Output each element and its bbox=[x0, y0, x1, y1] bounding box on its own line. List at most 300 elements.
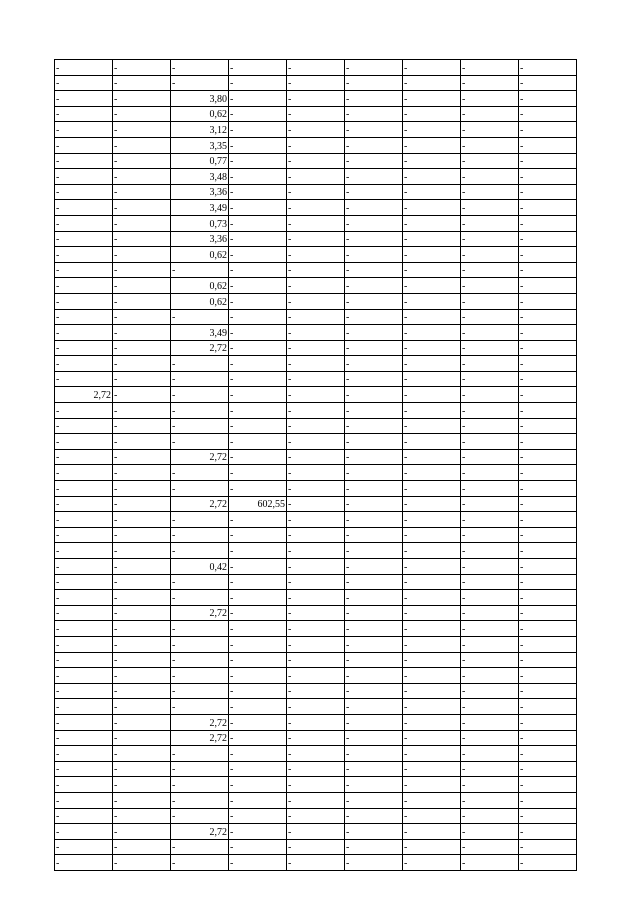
table-row bbox=[55, 137, 577, 153]
table-cell: - bbox=[287, 683, 345, 699]
table-cell: - bbox=[287, 75, 345, 91]
table-cell: - bbox=[403, 746, 461, 762]
table-cell: - bbox=[171, 683, 229, 699]
table-cell: - bbox=[461, 247, 519, 263]
table-cell: - bbox=[287, 215, 345, 231]
table-cell: - bbox=[229, 559, 287, 575]
table-row bbox=[55, 465, 577, 481]
table-cell: - bbox=[345, 434, 403, 450]
table-cell: - bbox=[55, 215, 113, 231]
table-cell: - bbox=[287, 169, 345, 185]
table-cell: - bbox=[171, 527, 229, 543]
table-cell: - bbox=[287, 527, 345, 543]
table-row bbox=[55, 496, 577, 512]
table-cell: - bbox=[345, 699, 403, 715]
table-cell: - bbox=[171, 668, 229, 684]
table-cell: - bbox=[461, 590, 519, 606]
table-cell: - bbox=[55, 543, 113, 559]
table-cell: - bbox=[403, 184, 461, 200]
table-cell: - bbox=[229, 293, 287, 309]
table-cell: - bbox=[403, 122, 461, 138]
table-cell: - bbox=[461, 605, 519, 621]
table-cell: - bbox=[287, 403, 345, 419]
table-cell: - bbox=[171, 262, 229, 278]
table-cell: - bbox=[519, 543, 577, 559]
table-cell: - bbox=[519, 714, 577, 730]
table-cell: - bbox=[403, 465, 461, 481]
table-cell: - bbox=[113, 527, 171, 543]
table-cell: - bbox=[229, 153, 287, 169]
table-cell: - bbox=[113, 839, 171, 855]
table-cell: - bbox=[55, 730, 113, 746]
table-cell: - bbox=[113, 387, 171, 403]
table-cell: - bbox=[461, 636, 519, 652]
table-cell: - bbox=[519, 169, 577, 185]
table-cell: - bbox=[113, 714, 171, 730]
table-cell: 0,62 bbox=[171, 106, 229, 122]
table-cell: - bbox=[345, 543, 403, 559]
table-cell: - bbox=[403, 91, 461, 107]
table-cell: - bbox=[403, 340, 461, 356]
table-row bbox=[55, 636, 577, 652]
table-cell: 602,55 bbox=[229, 496, 287, 512]
table-cell: - bbox=[55, 418, 113, 434]
table-cell: - bbox=[403, 777, 461, 793]
table-cell: - bbox=[345, 559, 403, 575]
table-cell: - bbox=[519, 730, 577, 746]
table-cell: 0,62 bbox=[171, 247, 229, 263]
table-row bbox=[55, 824, 577, 840]
table-cell: - bbox=[461, 325, 519, 341]
table-cell: - bbox=[403, 652, 461, 668]
table-cell: - bbox=[461, 527, 519, 543]
table-cell: - bbox=[55, 231, 113, 247]
table-row bbox=[55, 309, 577, 325]
table-cell: - bbox=[113, 262, 171, 278]
table-cell: - bbox=[403, 262, 461, 278]
table-cell: - bbox=[287, 730, 345, 746]
table-cell: - bbox=[461, 683, 519, 699]
table-row bbox=[55, 106, 577, 122]
table-cell: - bbox=[403, 824, 461, 840]
table-cell: - bbox=[345, 60, 403, 76]
table-cell: - bbox=[461, 262, 519, 278]
table-cell: - bbox=[519, 231, 577, 247]
table-cell: - bbox=[461, 699, 519, 715]
table-cell: - bbox=[345, 668, 403, 684]
table-cell: - bbox=[171, 590, 229, 606]
table-cell: - bbox=[345, 309, 403, 325]
table-cell: - bbox=[171, 481, 229, 497]
table-cell: - bbox=[171, 543, 229, 559]
table-cell: - bbox=[345, 746, 403, 762]
table-cell: - bbox=[113, 699, 171, 715]
table-cell: 3,35 bbox=[171, 137, 229, 153]
table-cell: - bbox=[345, 512, 403, 528]
table-cell: - bbox=[287, 60, 345, 76]
table-cell: - bbox=[519, 839, 577, 855]
table-cell: - bbox=[519, 309, 577, 325]
table-cell: - bbox=[113, 434, 171, 450]
table-cell: - bbox=[519, 590, 577, 606]
table-cell: - bbox=[345, 465, 403, 481]
table-cell: - bbox=[55, 293, 113, 309]
table-cell: - bbox=[403, 621, 461, 637]
table-cell: - bbox=[345, 714, 403, 730]
table-cell: - bbox=[519, 746, 577, 762]
table-cell: - bbox=[229, 169, 287, 185]
table-cell: - bbox=[519, 668, 577, 684]
table-cell: - bbox=[345, 169, 403, 185]
table-cell: - bbox=[287, 325, 345, 341]
table-cell: - bbox=[113, 356, 171, 372]
table-cell: - bbox=[229, 247, 287, 263]
table-cell: - bbox=[229, 792, 287, 808]
table-cell: - bbox=[519, 153, 577, 169]
table-cell: - bbox=[519, 512, 577, 528]
table-cell: - bbox=[345, 839, 403, 855]
table-cell: 3,12 bbox=[171, 122, 229, 138]
table-cell: - bbox=[55, 75, 113, 91]
table-cell: - bbox=[229, 449, 287, 465]
table-cell: - bbox=[519, 449, 577, 465]
table-cell: - bbox=[403, 792, 461, 808]
table-cell: - bbox=[345, 403, 403, 419]
table-row bbox=[55, 792, 577, 808]
table-cell: - bbox=[113, 325, 171, 341]
table-cell: - bbox=[287, 106, 345, 122]
table-row bbox=[55, 761, 577, 777]
table-cell: - bbox=[403, 200, 461, 216]
table-cell: - bbox=[287, 465, 345, 481]
table-cell: - bbox=[345, 418, 403, 434]
table-row bbox=[55, 278, 577, 294]
table-cell: - bbox=[113, 371, 171, 387]
table-row bbox=[55, 559, 577, 575]
table-cell: - bbox=[287, 231, 345, 247]
table-cell: - bbox=[287, 122, 345, 138]
table-cell: - bbox=[113, 855, 171, 871]
table-cell: - bbox=[519, 106, 577, 122]
table-cell: - bbox=[229, 356, 287, 372]
table-cell: - bbox=[345, 184, 403, 200]
table-cell: - bbox=[461, 668, 519, 684]
table-cell: 3,80 bbox=[171, 91, 229, 107]
table-cell: - bbox=[403, 169, 461, 185]
table-row bbox=[55, 808, 577, 824]
table-cell: - bbox=[229, 309, 287, 325]
table-cell: - bbox=[229, 543, 287, 559]
table-cell: - bbox=[171, 371, 229, 387]
table-cell: - bbox=[113, 481, 171, 497]
table-cell: - bbox=[403, 574, 461, 590]
table-cell: - bbox=[113, 231, 171, 247]
table-cell: - bbox=[55, 137, 113, 153]
table-cell: - bbox=[55, 777, 113, 793]
table-cell: - bbox=[403, 730, 461, 746]
table-cell: - bbox=[55, 808, 113, 824]
table-cell: - bbox=[461, 746, 519, 762]
table-cell: - bbox=[461, 122, 519, 138]
table-cell: - bbox=[55, 200, 113, 216]
table-cell: - bbox=[345, 278, 403, 294]
table-cell: - bbox=[113, 106, 171, 122]
table-cell: - bbox=[171, 465, 229, 481]
table-cell: - bbox=[403, 309, 461, 325]
table-cell: - bbox=[519, 527, 577, 543]
table-cell: - bbox=[55, 496, 113, 512]
table-cell: - bbox=[519, 60, 577, 76]
table-cell: 3,36 bbox=[171, 184, 229, 200]
table-cell: - bbox=[345, 730, 403, 746]
table-cell: - bbox=[519, 777, 577, 793]
table-cell: - bbox=[461, 761, 519, 777]
table-cell: 2,72 bbox=[171, 449, 229, 465]
table-cell: - bbox=[55, 356, 113, 372]
table-cell: - bbox=[229, 122, 287, 138]
table-cell: - bbox=[55, 403, 113, 419]
table-cell: - bbox=[229, 387, 287, 403]
table-row bbox=[55, 247, 577, 263]
table-row bbox=[55, 683, 577, 699]
table-row bbox=[55, 200, 577, 216]
table-cell: - bbox=[519, 356, 577, 372]
table-cell: - bbox=[113, 621, 171, 637]
table-cell: - bbox=[519, 699, 577, 715]
table-cell: - bbox=[55, 824, 113, 840]
table-cell: - bbox=[519, 683, 577, 699]
table-row bbox=[55, 356, 577, 372]
table-cell: - bbox=[519, 574, 577, 590]
table-cell: - bbox=[229, 512, 287, 528]
table-cell: - bbox=[55, 60, 113, 76]
table-cell: - bbox=[403, 247, 461, 263]
table-cell: - bbox=[171, 621, 229, 637]
table-cell: - bbox=[287, 91, 345, 107]
table-cell: - bbox=[403, 512, 461, 528]
table-row bbox=[55, 714, 577, 730]
table-cell: - bbox=[55, 465, 113, 481]
table-cell: - bbox=[345, 824, 403, 840]
table-row bbox=[55, 543, 577, 559]
table-cell: - bbox=[403, 496, 461, 512]
table-row bbox=[55, 746, 577, 762]
table-cell: - bbox=[403, 699, 461, 715]
table-cell: - bbox=[113, 792, 171, 808]
table-cell: - bbox=[461, 200, 519, 216]
table-cell: - bbox=[287, 184, 345, 200]
table-cell: - bbox=[461, 512, 519, 528]
table-cell: - bbox=[519, 824, 577, 840]
table-row bbox=[55, 153, 577, 169]
table-cell: - bbox=[229, 418, 287, 434]
table-cell: - bbox=[113, 512, 171, 528]
table-cell: - bbox=[403, 75, 461, 91]
table-cell: 0,77 bbox=[171, 153, 229, 169]
table-cell: - bbox=[461, 481, 519, 497]
table-cell: - bbox=[287, 590, 345, 606]
table-cell: - bbox=[345, 387, 403, 403]
table-cell: - bbox=[113, 543, 171, 559]
table-cell: - bbox=[519, 75, 577, 91]
table-cell: - bbox=[113, 60, 171, 76]
table-row bbox=[55, 91, 577, 107]
table-cell: - bbox=[113, 153, 171, 169]
table-row bbox=[55, 574, 577, 590]
table-cell: - bbox=[287, 652, 345, 668]
table-cell: - bbox=[461, 387, 519, 403]
table-cell: - bbox=[113, 559, 171, 575]
table-cell: - bbox=[287, 512, 345, 528]
table-cell: - bbox=[287, 309, 345, 325]
table-cell: - bbox=[461, 137, 519, 153]
table-cell: - bbox=[55, 839, 113, 855]
table-row bbox=[55, 231, 577, 247]
table-cell: - bbox=[519, 559, 577, 575]
table-cell: - bbox=[229, 200, 287, 216]
table-cell: - bbox=[113, 247, 171, 263]
table-cell: - bbox=[171, 839, 229, 855]
table-row bbox=[55, 418, 577, 434]
table-cell: - bbox=[345, 293, 403, 309]
table-cell: - bbox=[345, 106, 403, 122]
table-cell: - bbox=[55, 278, 113, 294]
table-cell: - bbox=[113, 730, 171, 746]
table-cell: - bbox=[229, 106, 287, 122]
table-cell: - bbox=[519, 792, 577, 808]
table-cell: - bbox=[55, 512, 113, 528]
table-cell: 0,62 bbox=[171, 278, 229, 294]
table-cell: - bbox=[287, 824, 345, 840]
table-cell: - bbox=[403, 371, 461, 387]
table-cell: - bbox=[55, 247, 113, 263]
table-row bbox=[55, 699, 577, 715]
table-cell: - bbox=[403, 605, 461, 621]
table-cell: - bbox=[287, 449, 345, 465]
table-cell: - bbox=[403, 231, 461, 247]
table-cell: - bbox=[287, 605, 345, 621]
table-cell: - bbox=[461, 169, 519, 185]
table-cell: - bbox=[287, 668, 345, 684]
table-cell: - bbox=[229, 91, 287, 107]
table-cell: - bbox=[113, 278, 171, 294]
table-cell: - bbox=[287, 496, 345, 512]
table-row bbox=[55, 449, 577, 465]
table-cell: - bbox=[403, 636, 461, 652]
table-row bbox=[55, 730, 577, 746]
table-row bbox=[55, 668, 577, 684]
table-cell: 2,72 bbox=[55, 387, 113, 403]
table-cell: - bbox=[461, 808, 519, 824]
table-cell: - bbox=[113, 75, 171, 91]
table-cell: - bbox=[113, 137, 171, 153]
table-cell: - bbox=[461, 621, 519, 637]
table-cell: - bbox=[229, 855, 287, 871]
table-cell: - bbox=[113, 652, 171, 668]
table-cell: - bbox=[461, 418, 519, 434]
table-row bbox=[55, 293, 577, 309]
table-cell: - bbox=[345, 683, 403, 699]
table-cell: - bbox=[171, 777, 229, 793]
table-cell: - bbox=[519, 605, 577, 621]
table-cell: - bbox=[403, 481, 461, 497]
table-cell: - bbox=[345, 340, 403, 356]
table-cell: - bbox=[55, 434, 113, 450]
table-cell: - bbox=[345, 808, 403, 824]
table-cell: - bbox=[229, 761, 287, 777]
table-cell: - bbox=[403, 387, 461, 403]
table-cell: - bbox=[519, 621, 577, 637]
table-cell: - bbox=[287, 621, 345, 637]
table-row bbox=[55, 169, 577, 185]
table-cell: 2,72 bbox=[171, 496, 229, 512]
table-cell: - bbox=[519, 636, 577, 652]
table-cell: - bbox=[461, 730, 519, 746]
table-cell: 3,49 bbox=[171, 200, 229, 216]
table-cell: - bbox=[229, 824, 287, 840]
table-cell: - bbox=[519, 122, 577, 138]
table-cell: - bbox=[55, 792, 113, 808]
table-cell: - bbox=[55, 590, 113, 606]
table-cell: - bbox=[345, 481, 403, 497]
table-cell: - bbox=[55, 309, 113, 325]
table-cell: - bbox=[519, 371, 577, 387]
table-row bbox=[55, 215, 577, 231]
table-cell: - bbox=[519, 855, 577, 871]
table-cell: - bbox=[461, 777, 519, 793]
table-cell: - bbox=[287, 714, 345, 730]
table-cell: - bbox=[55, 683, 113, 699]
table-cell: - bbox=[345, 605, 403, 621]
table-cell: - bbox=[55, 262, 113, 278]
table-cell: - bbox=[229, 574, 287, 590]
table-cell: - bbox=[287, 559, 345, 575]
table-cell: - bbox=[461, 496, 519, 512]
table-cell: - bbox=[287, 434, 345, 450]
table-cell: - bbox=[229, 605, 287, 621]
table-cell: - bbox=[345, 122, 403, 138]
table-cell: - bbox=[403, 590, 461, 606]
table-cell: - bbox=[229, 527, 287, 543]
table-cell: - bbox=[345, 590, 403, 606]
table-cell: - bbox=[171, 387, 229, 403]
table-cell: - bbox=[229, 481, 287, 497]
table-cell: 2,72 bbox=[171, 730, 229, 746]
table-cell: - bbox=[287, 792, 345, 808]
table-cell: - bbox=[519, 247, 577, 263]
table-cell: - bbox=[461, 60, 519, 76]
table-cell: - bbox=[229, 590, 287, 606]
table-cell: - bbox=[171, 356, 229, 372]
table-cell: - bbox=[461, 465, 519, 481]
table-cell: - bbox=[461, 574, 519, 590]
table-cell: - bbox=[55, 652, 113, 668]
table-cell: - bbox=[461, 293, 519, 309]
table-cell: - bbox=[113, 293, 171, 309]
table-cell: - bbox=[345, 231, 403, 247]
table-cell: - bbox=[403, 278, 461, 294]
table-cell: - bbox=[113, 91, 171, 107]
table-cell: - bbox=[403, 839, 461, 855]
table-cell: - bbox=[229, 839, 287, 855]
table-cell: - bbox=[287, 387, 345, 403]
table-cell: - bbox=[55, 574, 113, 590]
table-cell: - bbox=[345, 215, 403, 231]
table-cell: - bbox=[55, 106, 113, 122]
table-cell: - bbox=[345, 574, 403, 590]
table-cell: - bbox=[403, 325, 461, 341]
table-cell: - bbox=[113, 574, 171, 590]
